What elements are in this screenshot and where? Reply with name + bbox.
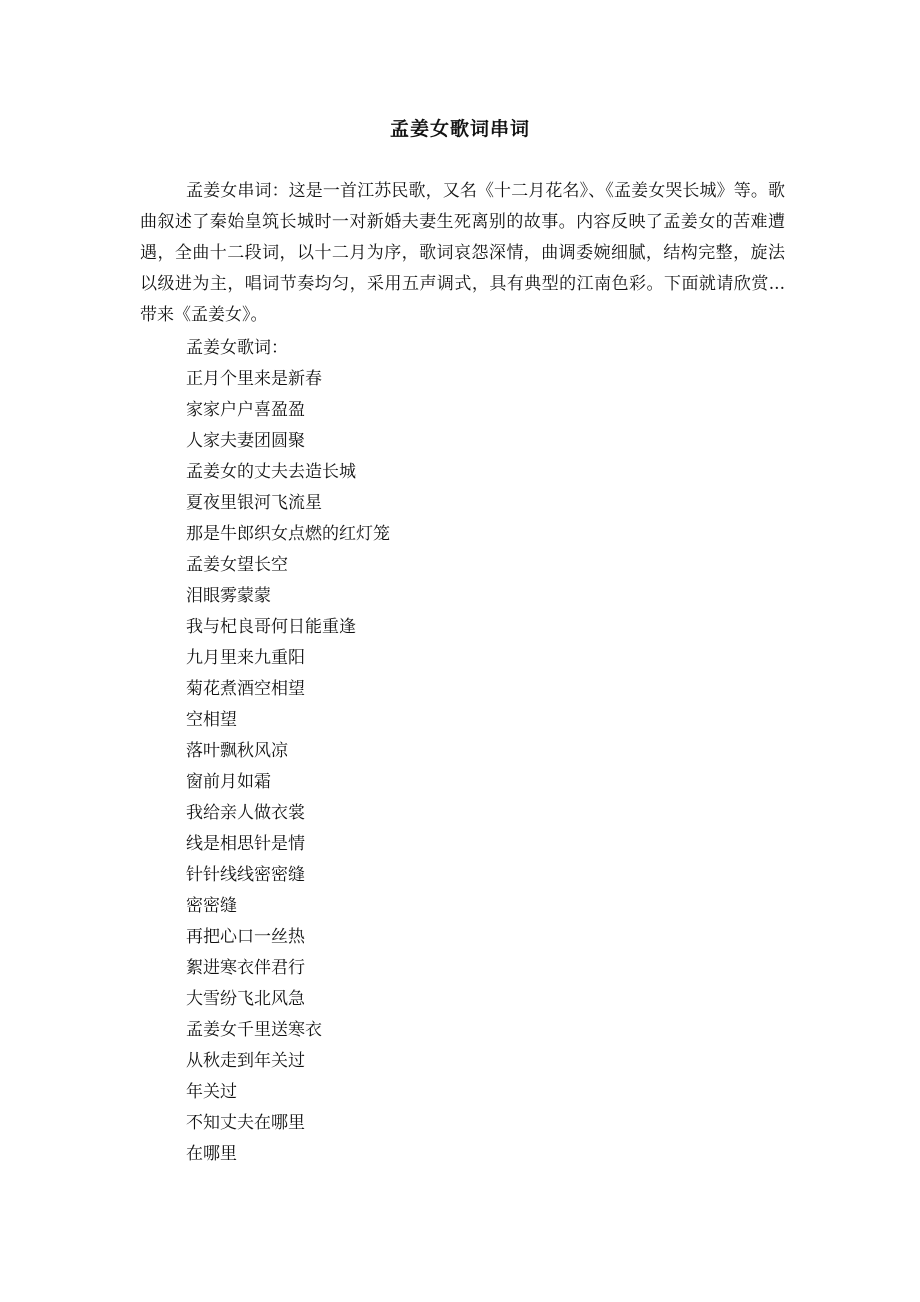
lyric-line: 家家户户喜盈盈 [186,400,305,420]
lyric-line: 年关过 [186,1082,237,1102]
lyric-line: 九月里来九重阳 [186,648,305,668]
lyric-line: 菊花煮酒空相望 [186,679,305,699]
lyric-line: 我与杞良哥何日能重逢 [186,617,356,637]
document-title: 孟姜女歌词串词 [389,118,530,140]
lyric-line: 再把心口一丝热 [186,927,305,947]
lyric-line: 人家夫妻团圆聚 [186,431,305,451]
lyric-line: 大雪纷飞北风急 [186,989,305,1009]
lyrics-heading: 孟姜女歌词： [186,338,288,358]
lyric-line: 孟姜女千里送寒衣 [186,1020,322,1040]
lyric-line: 泪眼雾蒙蒙 [186,586,271,606]
lyric-line: 窗前月如霜 [186,772,271,792]
lyric-line: 针针线线密密缝 [186,865,305,885]
lyric-line: 夏夜里银河飞流星 [186,493,322,513]
lyrics-list [186,364,390,1170]
lyric-line: 正月个里来是新春 [186,369,322,389]
lyric-line: 空相望 [186,710,237,730]
lyric-line: 落叶飘秋风凉 [186,741,288,761]
lyric-line: 在哪里 [186,1144,237,1164]
lyric-line: 絮进寒衣伴君行 [186,958,305,978]
lyric-line: 孟姜女的丈夫去造长城 [186,462,356,482]
lyric-line: 不知丈夫在哪里 [186,1113,305,1133]
lyric-line: 那是牛郎织女点燃的红灯笼 [186,524,390,544]
lyric-line: 我给亲人做衣裳 [186,803,305,823]
intro-paragraph: 孟姜女串词：这是一首江苏民歌，又名《十二月花名》、《孟姜女哭长城》等。歌曲叙述了秦始皇筑长城时一对新婚夫妻生死离别的故事。内容反映了孟姜女的苦难遭遇，全曲十二段词，以十二月为序，歌词哀怨深情，曲调委婉细腻，结构完整，旋法以级进为主，唱词节奏均匀，采用五声调式，具有典型的江南色彩。下面就请欣赏...带来《孟姜女》。 [140,181,785,325]
lyric-line: 密密缝 [186,896,237,916]
lyric-line: 从秋走到年关过 [186,1051,305,1071]
lyric-line: 线是相思针是情 [186,834,305,854]
lyric-line: 孟姜女望长空 [186,555,288,575]
